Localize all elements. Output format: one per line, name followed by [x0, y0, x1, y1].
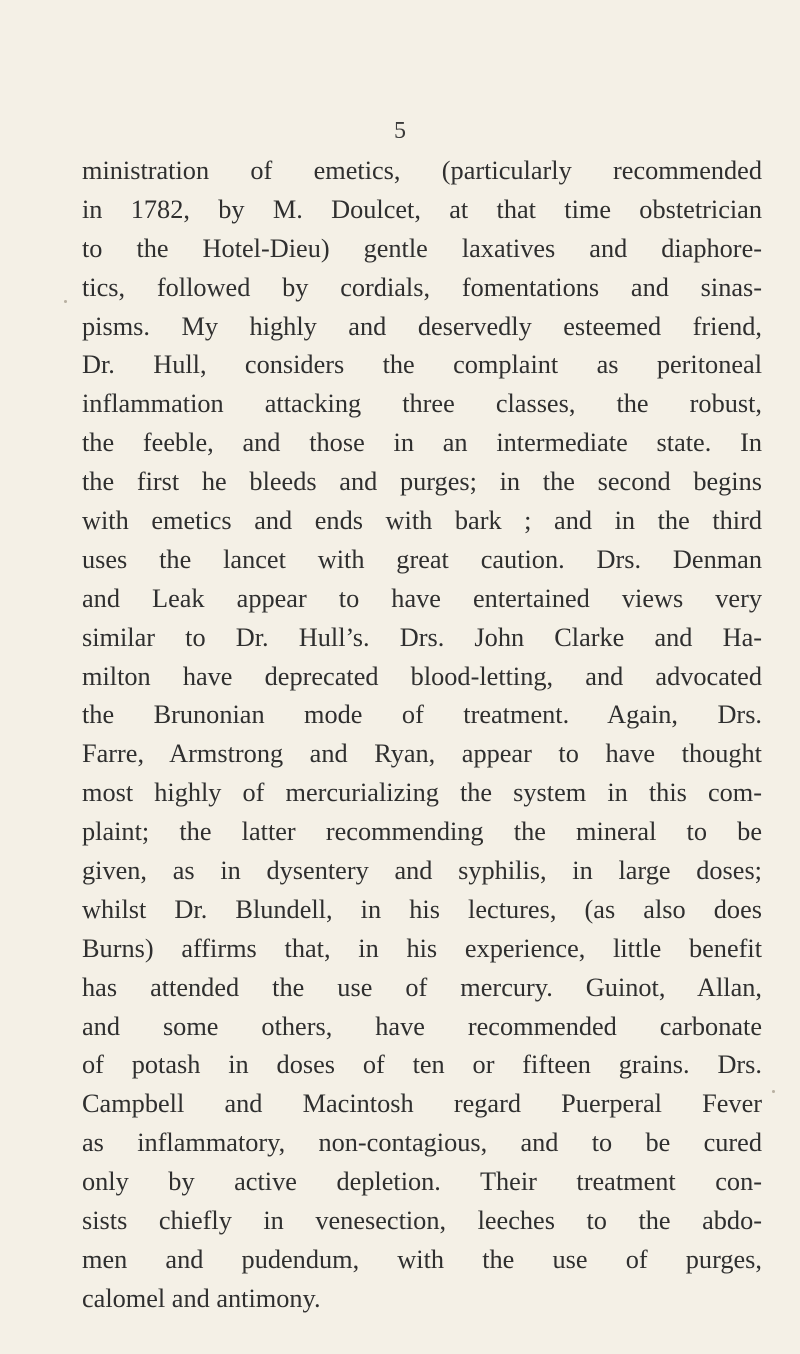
text-line: whilst Dr. Blundell, in his lectures, (as also does — [82, 894, 762, 924]
text-line: pisms. My highly and deservedly esteemed friend, — [82, 311, 762, 341]
text-line: uses the lancet with great caution. Drs. Denman — [82, 544, 762, 574]
text-line: ministration of emetics, (particularly recommended — [82, 156, 762, 185]
text-line: plaint; the latter recommending the mineral to be — [82, 817, 762, 847]
text-line: given, as in dysentery and syphilis, in large doses; — [82, 856, 762, 886]
text-line: milton have deprecated blood-letting, and advocated — [82, 661, 762, 691]
text-line: Campbell and Macintosh regard Puerperal Fever — [82, 1089, 762, 1119]
text-line: Burns) affirms that, in his experience, little benefit — [82, 933, 762, 963]
text-line: sists chiefly in venesection, leeches to the abdo- — [82, 1206, 762, 1236]
text-line: and Leak appear to have entertained views very — [82, 583, 762, 613]
text-line: similar to Dr. Hull’s. Drs. John Clarke and Ha- — [82, 622, 762, 652]
text-line: of potash in doses of ten or fifteen grains. Drs. — [82, 1050, 762, 1080]
text-line: most highly of mercurializing the system in this com- — [82, 778, 762, 808]
text-line: inflammation attacking three classes, the robust, — [82, 389, 762, 419]
text-line: and some others, have recommended carbonate — [82, 1011, 762, 1041]
text-line: Dr. Hull, considers the complaint as peritoneal — [82, 350, 762, 380]
text-line: to the Hotel-Dieu) gentle laxatives and diaphore- — [82, 233, 762, 263]
paper-speck — [772, 1090, 775, 1093]
text-line: Farre, Armstrong and Ryan, appear to have thought — [82, 739, 762, 769]
text-line: with emetics and ends with bark ; and in the third — [82, 506, 762, 536]
text-line: the Brunonian mode of treatment. Again, Drs. — [82, 700, 762, 730]
page-number: 5 — [394, 118, 406, 144]
text-line: in 1782, by M. Doulcet, at that time obstetrician — [82, 194, 762, 224]
text-line: the first he bleeds and purges; in the second begins — [82, 467, 762, 497]
text-line: men and pudendum, with the use of purges, — [82, 1244, 762, 1274]
body-text — [82, 152, 762, 1319]
text-line: as inflammatory, non-contagious, and to be cured — [82, 1128, 762, 1158]
text-line: calomel and antimony. — [82, 1283, 321, 1313]
text-line: only by active depletion. Their treatment con- — [82, 1167, 762, 1197]
text-line: the feeble, and those in an intermediate state. In — [82, 428, 762, 458]
paper-speck — [64, 300, 67, 303]
text-line: has attended the use of mercury. Guinot, Allan, — [82, 972, 762, 1002]
text-line: tics, followed by cordials, fomentations and sinas- — [82, 272, 762, 302]
